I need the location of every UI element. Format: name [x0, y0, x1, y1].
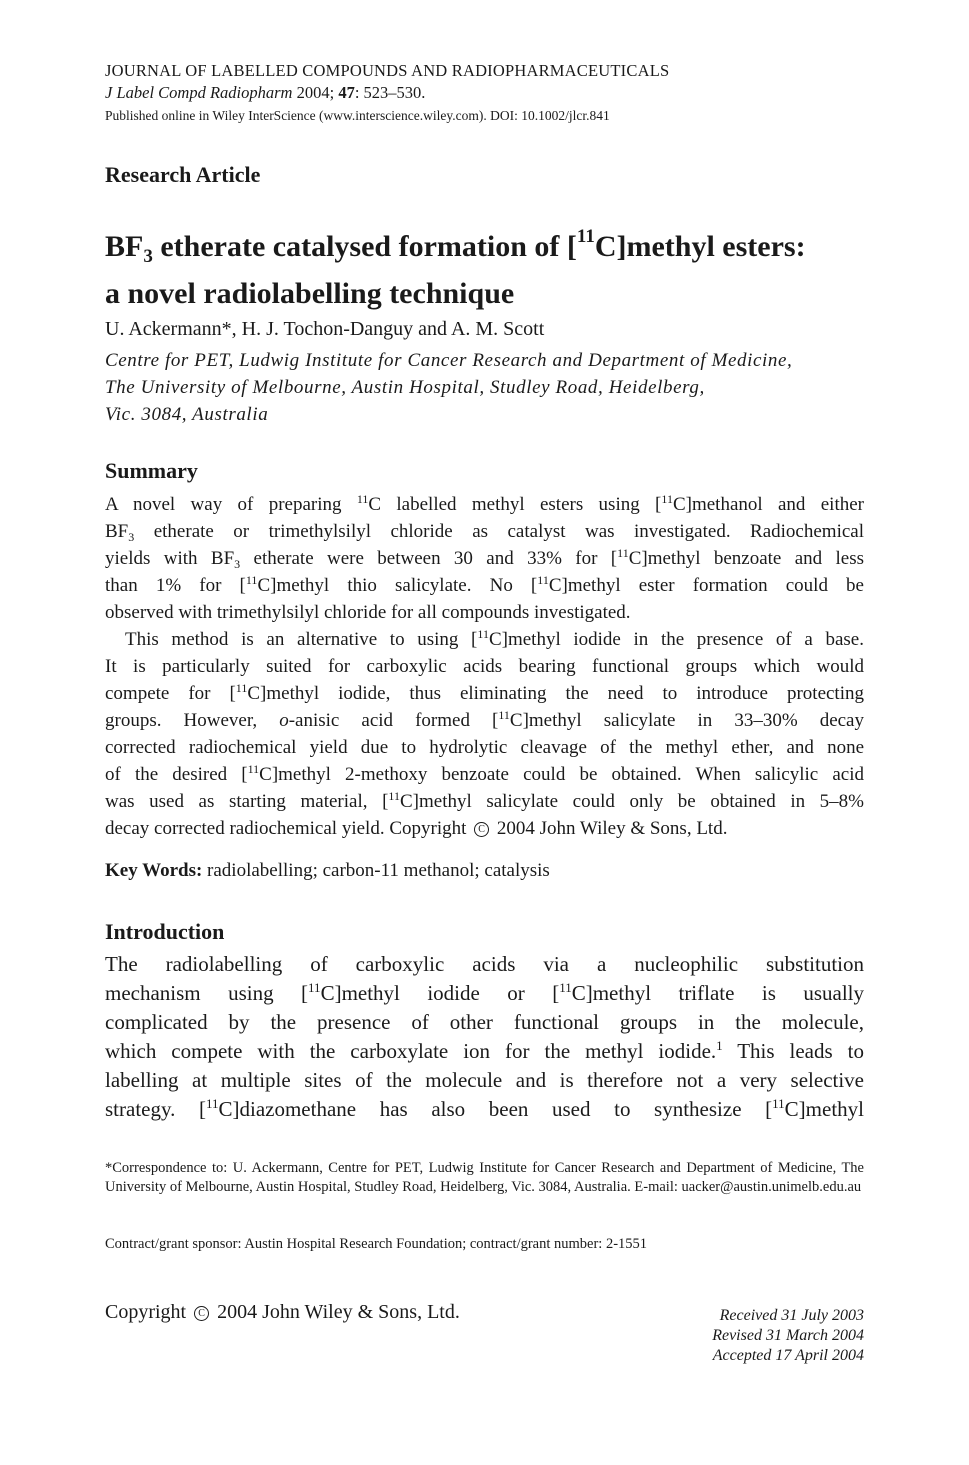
introduction-paragraph: The radiolabelling of carboxylic acids via a nucleophilic substitution mechanism using [$^{11}$C]methyl iodide or [$^{11}$C]methyl triflate is usually complicated by the presence of other functional groups in the molecule, which compete with the carboxylate ion for the methyl iodide.$^1$ This leads to labelling at multiple sites of the molecule and is therefore not a very selective strategy. [$^{11}$C]diazomethane has also been used to synthesize [$^{11}$C]methyl	[105, 952, 864, 1121]
copyright-notice: Copyright C 2004 John Wiley & Sons, Ltd.	[105, 1301, 460, 1323]
journal-citation: J Label Compd Radiopharm 2004; 47: 523–530.	[105, 83, 426, 102]
affiliation-line: Centre for PET, Ludwig Institute for Cancer Research and Department of Medicine,	[105, 350, 793, 371]
article-title: $BF_3$ etherate catalysed formation of [$^{11}$C]methyl esters: a novel radiolabelling technique	[105, 226, 806, 310]
affiliation-line: The University of Melbourne, Austin Hospital, Studley Road, Heidelberg,	[105, 377, 705, 398]
received-date: Received 31 July 2003	[719, 1307, 864, 1324]
keywords: Key Words: radiolabelling; carbon-11 methanol; catalysis	[105, 860, 550, 881]
authors: U. Ackermann*, H. J. Tochon-Danguy and A. M. Scott	[105, 318, 545, 340]
accepted-date: Accepted 17 April 2004	[712, 1347, 864, 1364]
summary-heading: Summary	[105, 458, 198, 483]
copyright-symbol: C	[194, 1306, 209, 1321]
introduction-heading: Introduction	[105, 919, 225, 944]
grant-footnote: Contract/grant sponsor: Austin Hospital Research Foundation; contract/grant number: 2-1551	[105, 1236, 648, 1252]
summary-paragraph-2: This method is an alternative to using [$^{11}$C]methyl iodide in the presence of a base. It is particularly suited for carboxylic acids bearing functional groups which would compete for [$^{11}$C]methyl iodide, thus eliminating the need to introduce protecting groups. However, o-anisic acid formed [$^{11}$C]methyl salicylate in 33–30% decay corrected radiochemical yield due to hydrolytic cleavage of the methyl ether, and none of the desired [$^{11}$C]methyl 2-methoxy benzoate could be obtained. When salicylic acid was used as starting material, [$^{11}$C]methyl salicylate could only be obtained in 5–8% decay corrected radiochemical yield. Copyright C 2004 John Wiley & Sons, Ltd.	[105, 627, 865, 839]
article-type: Research Article	[105, 162, 261, 187]
published-online-info: Published online in Wiley InterScience (www.interscience.wiley.com). DOI: 10.1002/jlcr.841	[105, 108, 610, 123]
correspondence-footnote: *Correspondence to: U. Ackermann, Centre for PET, Ludwig Institute for Cancer Research and Department of Medicine, The University of Melbourne, Austin Hospital, Studley Road, Heidelberg, Vic. 3084, Australia. E-mail: uacker@austin.unimelb.edu.au	[105, 1160, 864, 1195]
article-dates	[712, 1306, 864, 1366]
summary-paragraph-1: A novel way of preparing $^{11}$C labelled methyl esters using [$^{11}$C]methanol and either $BF_3$ etherate or trimethylsilyl chloride as catalyst was investigated. Radiochemical yields with $BF_3$ etherate were between 30 and 33% for [$^{11}$C]methyl benzoate and less than 1% for [$^{11}$C]methyl thio salicylate. No [$^{11}$C]methyl ester formation could be observed with trimethylsilyl chloride for all compounds investigated.	[105, 492, 865, 623]
journal-name: JOURNAL OF LABELLED COMPOUNDS AND RADIOPHARMACEUTICALS	[105, 61, 670, 80]
revised-date: Revised 31 March 2004	[712, 1327, 864, 1344]
affiliation-line: Vic. 3084, Australia	[105, 404, 269, 425]
copyright-symbol: C	[474, 822, 489, 837]
